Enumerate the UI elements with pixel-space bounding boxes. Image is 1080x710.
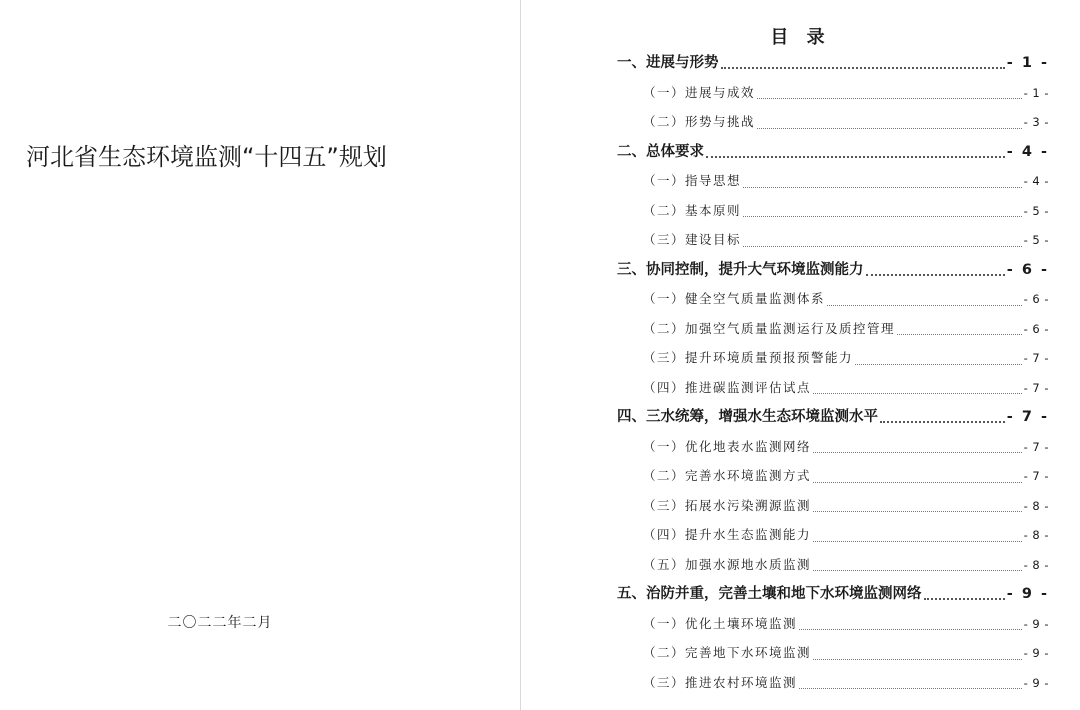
toc-entry-title: 四、三水统筹，增强水生态环境监测水平 (617, 409, 878, 425)
toc-entry-title: （一）指导思想 (643, 173, 742, 188)
toc-entry-title: （五）加强水源地水质监测 (643, 556, 812, 572)
document-date: 二〇二二年二月 (167, 615, 273, 631)
toc-chapter-entry[interactable] (617, 49, 1049, 77)
toc-entry-title: （二）完善地下水环境监测 (643, 645, 812, 660)
toc-entry-title: （三）拓展水污染溯源监测 (643, 497, 812, 513)
toc-dot-leader (799, 688, 1022, 689)
toc-section-entry[interactable] (643, 315, 1049, 343)
toc-page-number: - 5 - (1023, 203, 1049, 218)
toc-entry-title: 三、协同控制，提升大气环境监测能力 (617, 261, 864, 278)
toc-entry-title: （二）形势与挑战 (643, 114, 756, 129)
toc-page-number: - 5 - (1023, 233, 1049, 247)
toc-page-number: - 7 - (1023, 469, 1049, 483)
cover-page (0, 0, 520, 710)
toc-dot-leader (743, 246, 1022, 247)
toc-section-entry[interactable] (643, 79, 1049, 107)
toc-entry-title: （二）加强空气质量监测运行及质控管理 (643, 320, 896, 336)
toc-page-number: - 1 - (1023, 85, 1049, 100)
toc-dot-leader (743, 187, 1022, 188)
toc-dot-leader (721, 67, 1005, 69)
toc-dot-leader (924, 598, 1005, 600)
toc-page-number: - 7 - (1006, 409, 1049, 425)
toc-entry-title: （二）基本原则 (643, 202, 742, 218)
toc-entry-title: （一）健全空气质量监测体系 (643, 291, 826, 306)
toc-page-number: - 8 - (1023, 557, 1049, 572)
toc-page-number: - 9 - (1023, 646, 1049, 660)
toc-section-entry[interactable] (643, 167, 1049, 195)
toc-section-entry[interactable] (643, 492, 1049, 520)
toc-page-number: - 9 - (1023, 616, 1049, 631)
toc-page-number: - 7 - (1023, 351, 1049, 365)
toc-section-entry[interactable] (643, 669, 1049, 697)
toc-entry-title: （二）完善水环境监测方式 (643, 468, 812, 483)
document-title: 河北省生态环境监测“十四五”规划 (26, 143, 387, 171)
toc-page-number: - 3 - (1023, 115, 1049, 129)
toc-dot-leader (813, 452, 1022, 453)
toc-dot-leader (706, 156, 1005, 158)
toc-page-number: - 6 - (1023, 292, 1049, 306)
toc-page (521, 0, 1080, 710)
toc-entry-title: （四）提升水生态监测能力 (643, 527, 812, 542)
toc-dot-leader (757, 128, 1022, 129)
toc-page-number: - 8 - (1023, 498, 1049, 513)
toc-entry-title: （三）推进农村环境监测 (643, 674, 798, 690)
toc-section-entry[interactable] (643, 344, 1049, 372)
toc-dot-leader (866, 274, 1005, 276)
toc-entry-title: 五、治防并重，完善土壤和地下水环境监测网络 (617, 586, 922, 602)
toc-chapter-entry[interactable] (617, 580, 1049, 608)
toc-section-entry[interactable] (643, 197, 1049, 225)
toc-page-number: - 9 - (1006, 586, 1049, 602)
toc-dot-leader (813, 393, 1022, 394)
toc-dot-leader (799, 629, 1022, 630)
toc-section-entry[interactable] (643, 551, 1049, 579)
toc-chapter-entry[interactable] (617, 256, 1049, 284)
toc-section-entry[interactable] (643, 433, 1049, 461)
toc-section-entry[interactable] (643, 639, 1049, 667)
toc-dot-leader (880, 421, 1005, 423)
toc-page-number: - 9 - (1023, 675, 1049, 690)
toc-chapter-entry[interactable] (617, 138, 1049, 166)
toc-heading: 目 录 (770, 27, 831, 48)
toc-entry-title: （一）优化地表水监测网络 (643, 438, 812, 454)
toc-entry-title: （三）建设目标 (643, 232, 742, 247)
toc-page-number: - 6 - (1023, 321, 1049, 336)
toc-page-number: - 1 - (1006, 55, 1049, 71)
toc-page-number: - 7 - (1023, 439, 1049, 454)
toc-dot-leader (827, 305, 1022, 306)
toc-page-number: - 4 - (1023, 174, 1049, 188)
toc-page-number: - 8 - (1023, 528, 1049, 542)
toc-page-number: - 4 - (1006, 143, 1049, 160)
toc-entry-title: （一）优化土壤环境监测 (643, 615, 798, 631)
toc-section-entry[interactable] (643, 226, 1049, 254)
toc-dot-leader (897, 334, 1022, 335)
toc-entry-title: （一）进展与成效 (643, 84, 756, 100)
toc-section-entry[interactable] (643, 374, 1049, 402)
toc-dot-leader (743, 216, 1022, 217)
toc-page-number: - 7 - (1023, 380, 1049, 395)
toc-section-entry[interactable] (643, 610, 1049, 638)
toc-dot-leader (855, 364, 1022, 365)
toc-section-entry[interactable] (643, 285, 1049, 313)
toc-dot-leader (813, 541, 1022, 542)
toc-entry-title: （三）提升环境质量预报预警能力 (643, 350, 854, 365)
toc-page-number: - 6 - (1006, 261, 1049, 278)
toc-dot-leader (813, 659, 1022, 660)
toc-section-entry[interactable] (643, 521, 1049, 549)
toc-entry-title: （四）推进碳监测评估试点 (643, 379, 812, 395)
toc-entry-title: 二、总体要求 (617, 143, 704, 160)
toc-dot-leader (813, 570, 1022, 571)
toc-dot-leader (813, 511, 1022, 512)
toc-chapter-entry[interactable] (617, 403, 1049, 431)
toc-section-entry[interactable] (643, 108, 1049, 136)
toc-entry-title: 一、进展与形势 (617, 55, 719, 71)
toc-section-entry[interactable] (643, 462, 1049, 490)
toc-dot-leader (757, 98, 1022, 99)
toc-dot-leader (813, 482, 1022, 483)
